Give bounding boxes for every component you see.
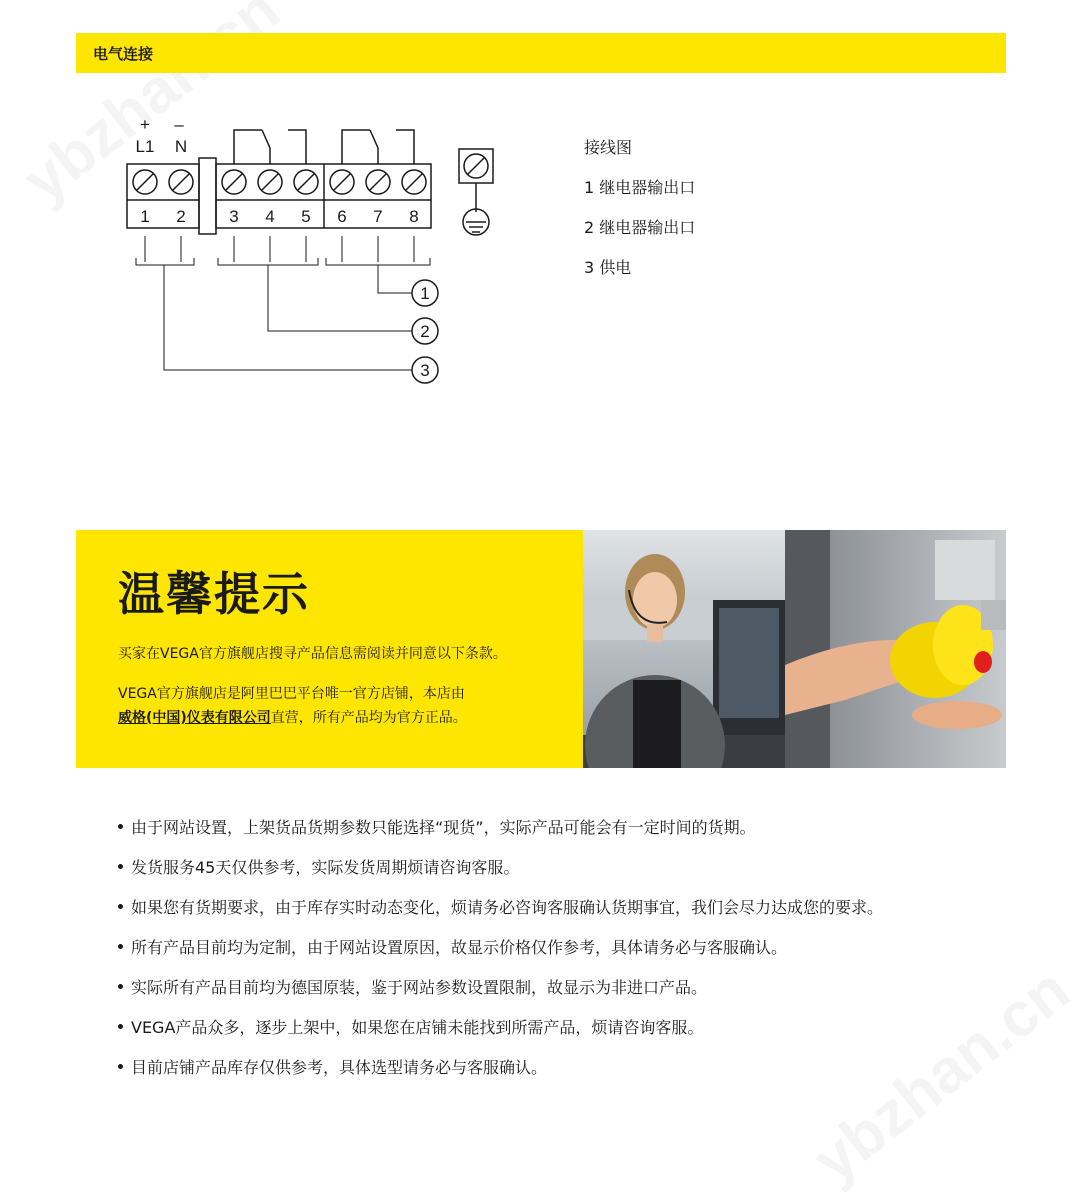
notice-bullet-list (118, 816, 883, 1096)
legend-item: 3 供电 (584, 258, 632, 277)
bullet-dot-icon (118, 864, 123, 869)
bullet-dot-icon (118, 824, 123, 829)
list-item-text: VEGA产品众多，逐步上架中，如果您在店铺未能找到所需产品，烦请咨询客服。 (131, 1018, 704, 1037)
legend-item: 2 继电器输出口 (584, 218, 696, 237)
wiring-legend (584, 136, 695, 296)
list-item (118, 896, 883, 936)
section-header-bar (76, 33, 1006, 73)
supply-label-l1: L1 (135, 137, 155, 156)
screw-slot (262, 174, 279, 191)
terminal-number: 4 (265, 207, 275, 226)
notice-panel (76, 530, 583, 768)
terminal-number: 2 (176, 207, 186, 226)
screw-slot (173, 174, 190, 191)
supply-plus-sign: + (140, 115, 150, 134)
list-item-text: 由于网站设置，上架货品货期参数只能选择“现货”，实际产品可能会有一定时间的货期。 (131, 818, 756, 837)
notice-line-3 (118, 706, 467, 730)
list-item (118, 1056, 883, 1096)
section-title: 电气连接 (93, 45, 154, 63)
screw-slot (370, 174, 387, 191)
wiring-diagram (0, 90, 520, 390)
terminal-number: 7 (373, 207, 383, 226)
screw-slot (334, 174, 351, 191)
company-name: 威格(中国)仪表有限公司 (118, 710, 271, 726)
terminal-number: 6 (337, 207, 347, 226)
callout-number: 3 (420, 361, 430, 380)
screw-slot (137, 174, 154, 191)
list-item (118, 1016, 883, 1056)
list-item-text: 目前店铺产品库存仅供参考，具体选型请务必与客服确认。 (131, 1058, 548, 1077)
list-item (118, 816, 883, 856)
product-photo (785, 530, 1006, 768)
notice-line-1: 买家在VEGA官方旗舰店搜寻产品信息需阅读并同意以下条款。 (118, 646, 507, 662)
bullet-dot-icon (118, 944, 123, 949)
supply-minus-sign: – (174, 115, 184, 134)
list-item (118, 936, 883, 976)
bullet-dot-icon (118, 904, 123, 909)
notice-title: 温馨提示 (118, 567, 310, 621)
list-item (118, 976, 883, 1016)
terminal-number: 1 (140, 207, 150, 226)
screw-slot (298, 174, 315, 191)
notice-line-2: VEGA官方旗舰店是阿里巴巴平台唯一官方店铺，本店由 (118, 686, 465, 702)
legend-item: 1 继电器输出口 (584, 178, 696, 197)
supply-label-n: N (174, 137, 188, 156)
callout-number: 1 (420, 284, 430, 303)
screw-slot (226, 174, 243, 191)
legend-title: 接线图 (584, 138, 633, 157)
screw-slot (468, 158, 485, 175)
customer-service-photo (583, 530, 785, 768)
terminal-number: 5 (301, 207, 311, 226)
bullet-dot-icon (118, 1064, 123, 1069)
screw-slot (406, 174, 423, 191)
notice-line-3-suffix: 直营，所有产品均为官方正品。 (270, 710, 467, 726)
callout-number: 2 (420, 322, 430, 341)
terminal-number: 8 (409, 207, 419, 226)
list-item-text: 所有产品目前均为定制，由于网站设置原因，故显示价格仅作参考，具体请务必与客服确认。 (131, 938, 788, 957)
list-item (118, 856, 883, 896)
terminal-number: 3 (229, 207, 239, 226)
bullet-dot-icon (118, 984, 123, 989)
list-item-text: 实际所有产品目前均为德国原装，鉴于网站参数设置限制，故显示为非进口产品。 (131, 978, 708, 997)
list-item-text: 如果您有货期要求，由于库存实时动态变化，烦请务必咨询客服确认货期事宜，我们会尽力达成您的要求。 (131, 898, 884, 917)
list-item-text: 发货服务45天仅供参考，实际发货周期烦请咨询客服。 (131, 858, 520, 877)
bullet-dot-icon (118, 1024, 123, 1029)
